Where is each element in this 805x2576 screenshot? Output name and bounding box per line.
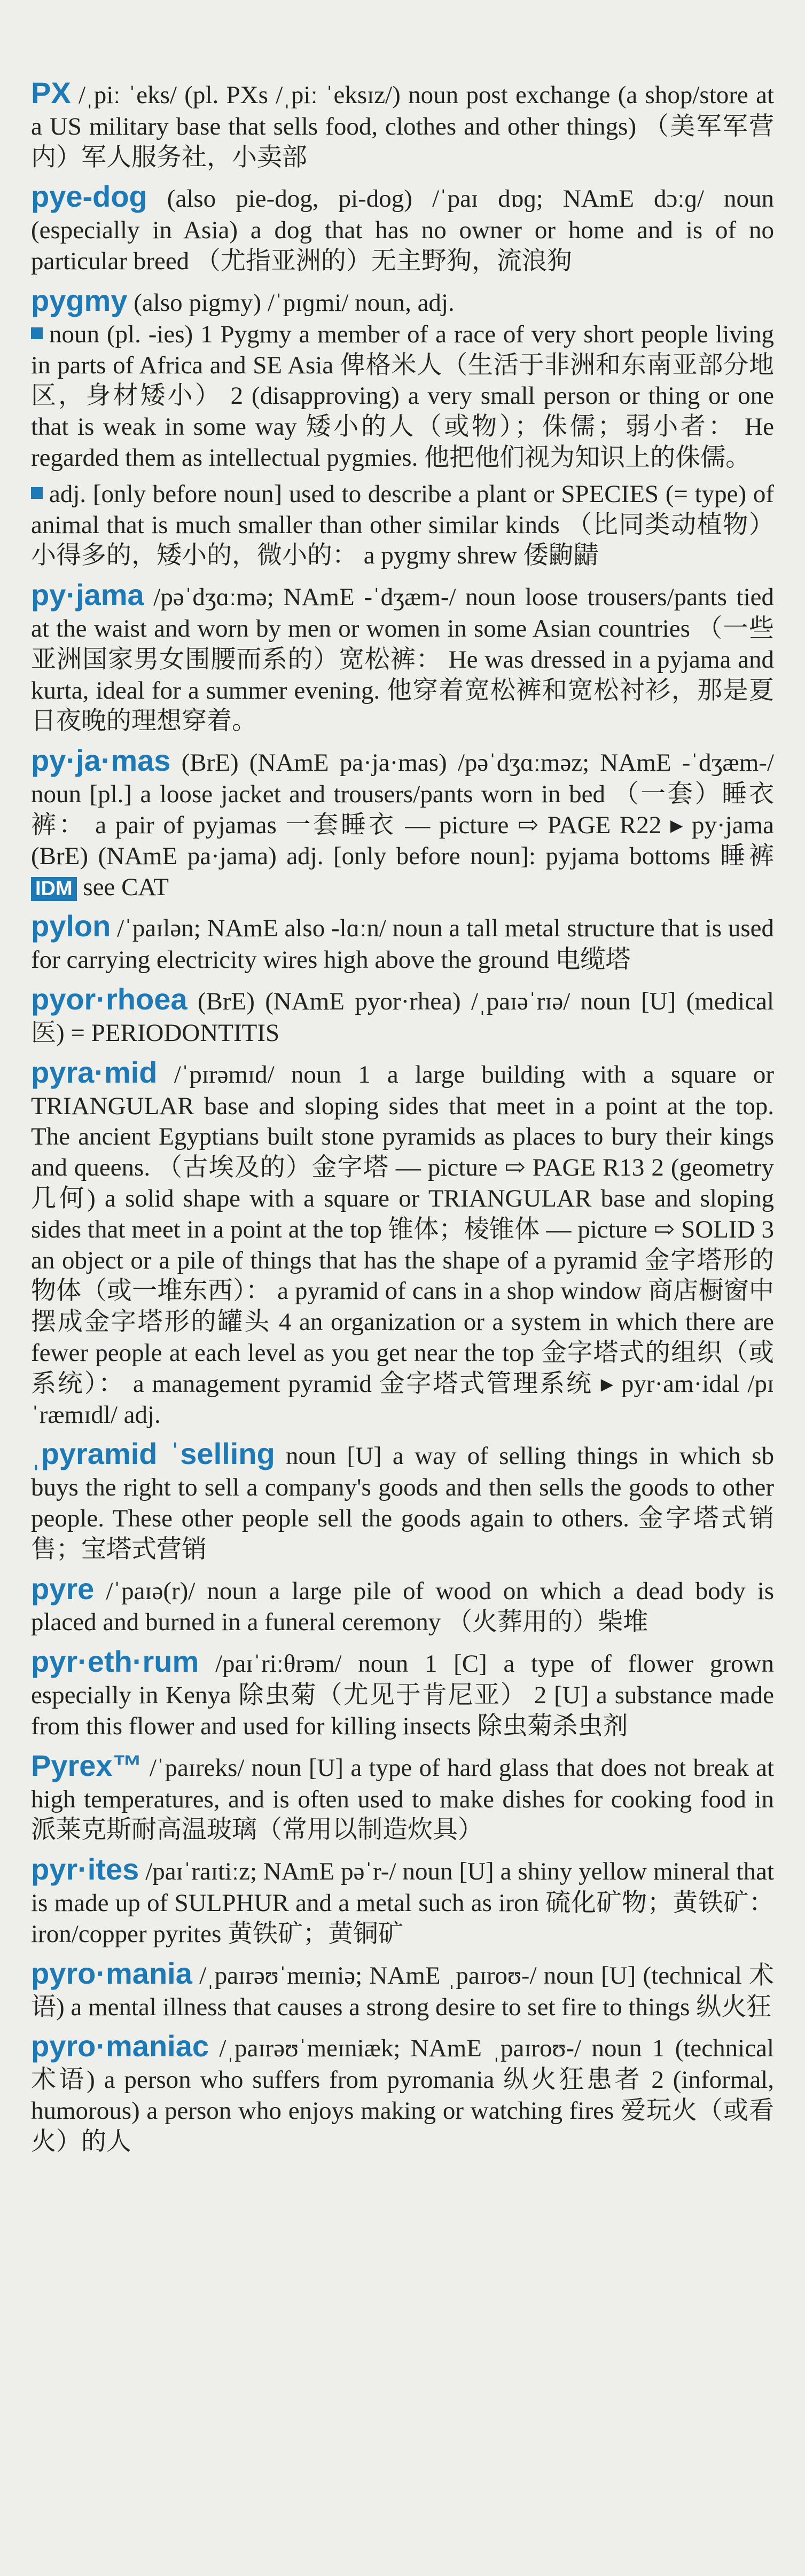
sense-noun — [31, 319, 774, 474]
entry-pyromania — [31, 1955, 774, 2023]
headword: ˌpyramid ˈselling — [31, 1437, 275, 1471]
entry-pyorrhoea — [31, 981, 774, 1049]
entry-text: (BrE) (NAmE pyor·rhea) /ˌpaɪəˈrɪə/ noun [U] (medical 医) = PERIODONTITIS — [31, 987, 774, 1047]
entry-text: noun [U] a way of selling things in which sb buys the right to sell a company's goods and then sells the goods to other people. These other people sell the goods again to others. 金字塔式销售；宝塔式营销 — [31, 1442, 774, 1563]
entry-pyrethrum — [31, 1643, 774, 1742]
entry-text: /paɪˈraɪtiːz; NAmE pəˈr-/ noun [U] a shiny yellow mineral that is made up of SULPHUR and a metal such as iron 硫化矿物；黄铁矿： iron/copper pyrites 黄铁矿；黄铜矿 — [31, 1858, 774, 1948]
entry-text: /ˌpaɪrəʊˈmeɪniæk; NAmE ˌpaɪroʊ-/ noun 1 (technical 术语) a person who suffers from pyromania 纵火狂患者 2 (informal, humorous) a person who enjoys making or watching fires 爱玩火（或看火）的人 — [31, 2034, 774, 2156]
entry-pyromaniac — [31, 2028, 774, 2157]
entry-text: /pəˈdʒɑːmə; NAmE -ˈdʒæm-/ noun loose trousers/pants tied at the waist and worn by men or women in some Asian countries （一些亚洲国家男女围腰而系的）宽松裤： He was dressed in a pyjama and kurta, ideal for a summer evening. 他穿着宽松裤和宽松衬衫，那是夏日夜晚的理想穿着。 — [31, 583, 774, 735]
headword: pyro·mania — [31, 1956, 192, 1990]
headword: py·ja·mas — [31, 743, 171, 778]
square-bullet-icon — [31, 487, 43, 499]
entry-text: /ˌpiː ˈeks/ (pl. PXs /ˌpiː ˈeksɪz/) noun post exchange (a shop/store at a US military base that sells food, clothes and other things) （美军军营内）军人服务社，小卖部 — [31, 81, 774, 171]
headword: pygmy — [31, 283, 128, 317]
entry-pyramid-selling — [31, 1436, 774, 1565]
headword: Pyrex™ — [31, 1748, 143, 1782]
entry-pyramid — [31, 1054, 774, 1431]
headword: pye-dog — [31, 179, 147, 214]
headword: pyr·ites — [31, 1852, 139, 1886]
entry-text: /ˈpaɪlən; NAmE also -lɑːn/ noun a tall metal structure that is used for carrying electricity wires high above the ground 电缆塔 — [31, 914, 774, 974]
entry-text: /ˌpaɪrəʊˈmeɪniə; NAmE ˌpaɪroʊ-/ noun [U] (technical 术语) a mental illness that causes a strong desire to set fire to things 纵火狂 — [31, 1961, 774, 2021]
entry-pye-dog — [31, 178, 774, 277]
headword: PX — [31, 76, 71, 109]
entry-text-tail: see CAT — [76, 873, 169, 901]
sense-adj — [31, 479, 774, 571]
idm-badge: IDM — [31, 877, 77, 902]
entry-text: (BrE) (NAmE pa·ja·mas) /pəˈdʒɑːməz; NAmE -ˈdʒæm-/ noun [pl.] a loose jacket and trousers/pants worn in bed （一套）睡衣裤： a pair of pyjamas 一套睡衣 — picture ⇨ PAGE R22 ▸ py·jama (BrE) (NAmE pa·jama) adj. [only before noun]: pyjama bottoms 睡裤 — [31, 749, 774, 870]
entry-pyjama — [31, 577, 774, 737]
entry-text: /ˈpaɪreks/ noun [U] a type of hard glass that does not break at high temperatures, and is often used to make dishes for cooking food in 派莱克斯耐高温玻璃（常用以制造炊具） — [31, 1753, 774, 1844]
headword: pylon — [31, 909, 111, 943]
entry-pylon — [31, 908, 774, 976]
entry-text: /ˈpɪrəmɪd/ noun 1 a large building with a square or TRIANGULAR base and sloping sides that meet in a point at the top. The ancient Egyptians built stone pyramids as places to bury their kings and queens. （古埃及的）金字塔 — picture ⇨ PAGE R13 2 (geometry 几何) a solid shape with a square or TRIANGULAR base and sloping sides that meet in a point at the top 锥体；棱锥体 — picture ⇨ SOLID 3 an object or a pile of things that has the shape of a pyramid 金字塔形的物体（或一堆东西）： a pyramid of cans in a shop window 商店橱窗中摆成金字塔形的罐头 4 an organization or a system in which there are fewer people at each level as you get near the top 金字塔式的组织（或系统）： a management pyramid 金字塔式管理系统 ▸ pyr·am·idal /pɪˈræmɪdl/ adj. — [31, 1060, 774, 1429]
headword: pyro·maniac — [31, 2029, 209, 2063]
entry-pyrites — [31, 1851, 774, 1949]
headword: pyre — [31, 1571, 95, 1606]
entry-text: /paɪˈriːθrəm/ noun 1 [C] a type of flower grown especially in Kenya 除虫菊（尤见于肯尼亚） 2 [U] a substance made from this flower and used for killing insects 除虫菊杀虫剂 — [31, 1650, 774, 1740]
headword: py·jama — [31, 578, 144, 612]
headword: pyor·rhoea — [31, 982, 187, 1016]
entry-text: (also pigmy) /ˈpɪɡmi/ noun, adj. — [127, 288, 455, 317]
entry-pygmy — [31, 283, 774, 571]
entry-pyre — [31, 1571, 774, 1639]
entry-text: (also pie-dog, pi-dog) /ˈpaɪ dɒɡ; NAmE dɔːɡ/ noun (especially in Asia) a dog that has no owner or home and is of no particular breed （尤指亚洲的）无主野狗，流浪狗 — [31, 185, 774, 276]
entry-text: /ˈpaɪə(r)/ noun a large pile of wood on which a dead body is placed and burned in a funeral ceremony （火葬用的）柴堆 — [31, 1577, 774, 1637]
entry-pyrex — [31, 1748, 774, 1846]
square-bullet-icon — [31, 327, 43, 339]
entry-px — [31, 75, 774, 173]
headword: pyra·mid — [31, 1055, 158, 1089]
headword: pyr·eth·rum — [31, 1645, 199, 1679]
sense-text: adj. [only before noun] used to describe a plant or SPECIES (= type) of animal that is much smaller than other similar kinds （比同类动植物）小得多的，矮小的，微小的： a pygmy shrew 倭鼩鼱 — [31, 480, 774, 570]
sense-text: noun (pl. -ies) 1 Pygmy a member of a race of very short people living in parts of Africa and SE Asia 俾格米人（生活于非洲和东南亚部分地区，身材矮小） 2 (disapproving) a very small person or thing or one that is weak in some way 矮小的人（或物）；侏儒；弱小者： He regarded them as intellectual pygmies. 他把他们视为知识上的侏儒。 — [31, 320, 774, 472]
entry-pyjamas — [31, 742, 774, 903]
